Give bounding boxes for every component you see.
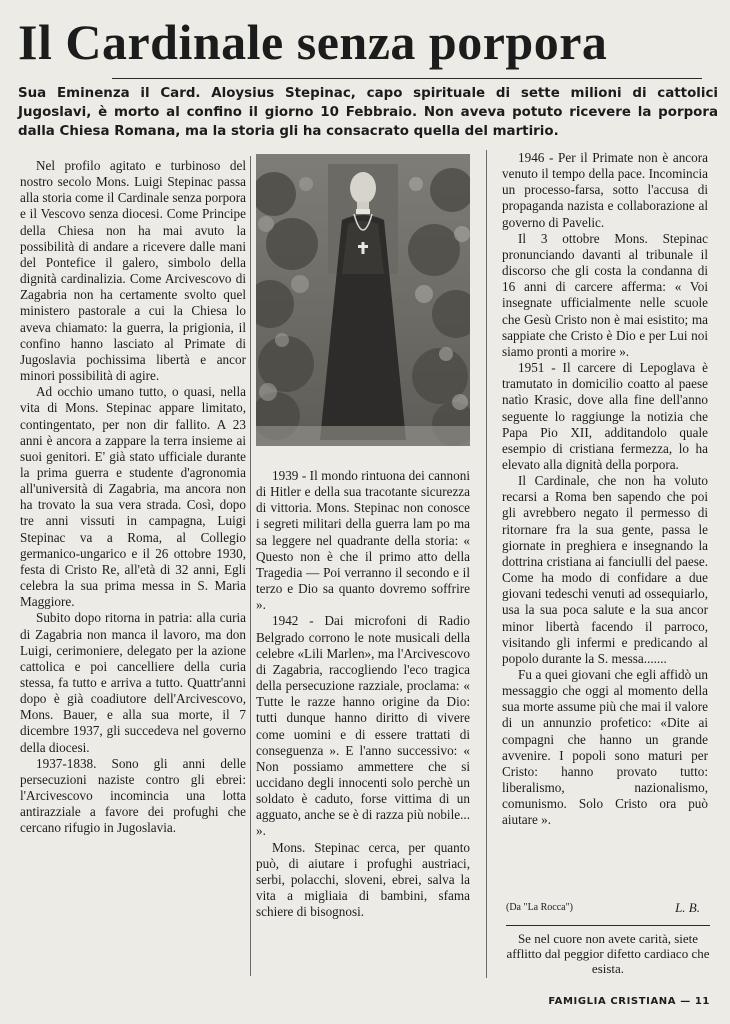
left-column	[20, 158, 246, 976]
deck: Sua Eminenza il Card. Aloysius Stepinac, capo spirituale di sette milioni di cattolici Jugoslavi, è morto al confino il giorno 10 Febbraio. Non aveva potuto ricevere la porpora dalla Chiesa Romana, ma la storia gli ha consacrato quella del martirio.	[18, 86, 718, 139]
paragraph: Subito dopo ritorna in patria: alla curia di Zagabria non manca il lavoro, ma don Luigi, cerimoniere, delegato per la azione cattolica e poi cancelliere della curia stessa, fa tutto e arriva a tutto. Quattr'anni dopo è già coadiutore dell'Arcivescovo, Mons. Bauer, e alla sua morte, il 7 dicembre 1937, gli succedeva nel governo della diocesi.	[20, 610, 246, 755]
column-rule	[250, 156, 251, 976]
paragraph: Mons. Stepinac cerca, per quanto può, di aiutare i profughi austriaci, serbi, polacchi, sloveni, ebrei, salva la vita a migliaia di bambini, sfama schiere di bisognosi.	[256, 839, 470, 920]
byline	[502, 900, 708, 916]
paragraph: 1939 - Il mondo rintuona dei cannoni di Hitler e della sua tracotante sicurezza di vittoria. Mons. Stepinac non conosce i segreti militari della guerra lam po ma sa leggere nel quadrante della storia: « Questo non è che il primo atto della Tragedia — Poi verranno il secondo e il terzo e Dio sa quanto dovremo soffrire ».	[256, 468, 470, 613]
paragraph: Nel profilo agitato e turbinoso del nostro secolo Mons. Luigi Stepinac passa alla storia come il Cardinale senza porpora e il Vescovo senza diocesi. Come Principe della Chiesa non ha mai avuto la possibilità di andare a ricevere dalle mani del Pontefice il galero, simbolo della dignità cardinalizia. Come Arcivescovo di Zagabria non ha certamente svolto quel ministero pastorale a cui la Chiesa lo aveva chiamato: la guerra, la prigionia, il confino hanno lasciato al Primate di Jugoslavia pochissima libertà e ancor minori possibilità di agire.	[20, 158, 246, 384]
cardinal-portrait-image	[256, 154, 470, 446]
boxed-note: Se nel cuore non avete carità, siete afflitto dal peggior difetto cardiaco che esista.	[506, 931, 710, 976]
column-rule	[486, 150, 487, 978]
running-footer: FAMIGLIA CRISTIANA — 11	[548, 996, 710, 1007]
paragraph: Il Cardinale, che non ha voluto recarsi a Roma ben sapendo che poi gli avrebbero negato il permesso di ritornare fra la sua gente, passa le giornate in preghiera e insegnando la dottrina cristiana ai fanciulli del paese. Come ha modo di confidare a due giovani tedeschi venuti ad ossequiarlo, usa la sua poca salute e la sua ancor minor libertà facendo il parroco, visitando gli infermi e predicando al popolo durante la S. messa.......	[502, 473, 708, 666]
headline: Il Cardinale senza porpora	[18, 14, 608, 70]
paragraph: Ad occhio umano tutto, o quasi, nella vita di Mons. Stepinac appare limitato, contingentato, per non dir fallito. A 23 anni è ancora a zappare la terra insieme ai suoi genitori. E' già stato ufficiale durante la prima guerra e studente d'agronomia all'università di Zagabria, ma ancora non ha trovato la sua vera strada. Così, dopo tre anni vissuti in campagna, Luigi Stepinac va a Roma, al Collegio germanico-ungarico e il 26 ottobre 1930, festa di Cristo Re, all'età di 32 anni, Egli celebra la sua prima messa in S. Maria Maggiore.	[20, 384, 246, 610]
paragraph: 1942 - Dai microfoni di Radio Belgrado corrono le note musicali della celebre «Lili Marlen», ma l'Arcivescovo di Zagabria, raccogliendo l'eco tragica della persecuzione razziale, proclama: « Tutte le razze hanno origine da Dio: tutti dunque hanno diritto di vivere come uomini e di essere trattati di conseguenza ». E l'anno successivo: « Non possiamo ammettere che si uccidano degli innocenti solo perchè un soldato è caduto, forse vittima di un agguato, anche se è di razza più nobile... ».	[256, 613, 470, 839]
boxed-note-rule	[506, 925, 710, 926]
headline-rule	[112, 78, 702, 79]
cardinal-photo	[256, 154, 470, 446]
middle-column	[256, 468, 470, 976]
paragraph: 1951 - Il carcere di Lepoglava è tramutato in domicilio coatto al paese natìo Krasic, dove alla fine dell'anno seguente lo raggiunge la notizia che Papa Pio XII, additandolo quale esempio di cristiana fermezza, lo ha elevato alla dignità della porpora.	[502, 360, 708, 472]
paragraph: 1937-1838. Sono gli anni delle persecuzioni naziste contro gli ebrei: l'Arcivescovo incomincia una lotta antirazziale a favore dei profughi che cercano rifugio in Jugoslavia.	[20, 755, 246, 836]
paragraph: 1946 - Per il Primate non è ancora venuto il tempo della pace. Incomincia un processo-farsa, sotto l'accusa di propaganda nazista e collaborazione al governo di Pavelic.	[502, 150, 708, 230]
paragraph: Fu a quei giovani che egli affidò un messaggio che oggi al momento della sua morte assume più che mai il valore di un annunzio profetico: «Dite ai compagni che hanno un grande avvenire. I popoli sono maturi per Cristo: hanno provato tutto: liberalismo, nazionalismo, comunismo. Solo Cristo ora può aiutare ».	[502, 667, 708, 828]
right-column	[502, 150, 708, 910]
author-initials: L. B.	[675, 900, 700, 915]
paragraph: Il 3 ottobre Mons. Stepinac pronunciando davanti al tribunale il discorso che gli costa la condanna di 16 anni di carcere afferma: « Voi insegnate ufficialmente nelle scuole che Gesù Cristo non è mai esistito; ma sappiate che Cristo è Dio e per Lui noi siamo pronti a morire ».	[502, 230, 708, 359]
source-credit: (Da "La Rocca")	[506, 902, 574, 913]
